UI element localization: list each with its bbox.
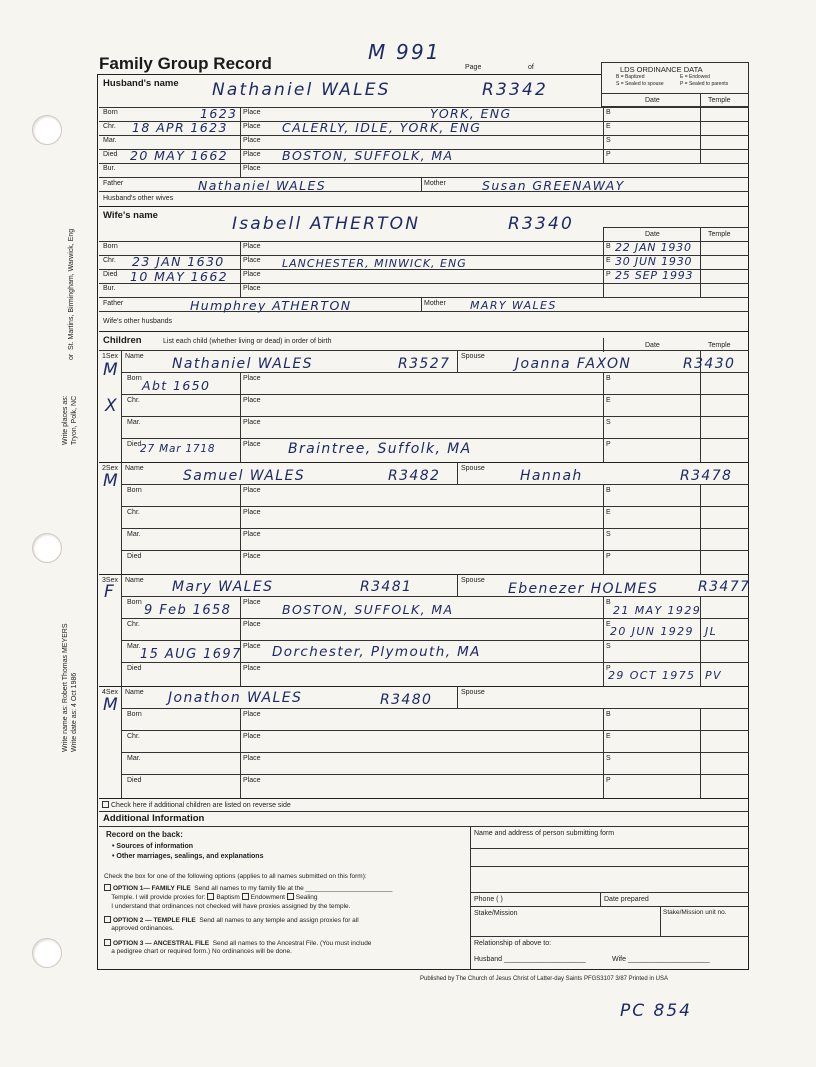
- husband-chr-label: Chr.: [103, 123, 116, 130]
- child-4-died-place-label: Place: [243, 777, 261, 784]
- child-1-e-label: E: [606, 397, 611, 404]
- stake-unit-label: Stake/Mission unit no.: [663, 909, 727, 916]
- option-3[interactable]: OPTION 3 — ANCESTRAL FILE Send all names to the Ancestral File. (You must include a pedigree chart or required form.) No ordinances will be done.: [104, 939, 371, 957]
- child-1-mar-label: Mar.: [127, 419, 141, 426]
- wife-father: Humphrey ATHERTON: [190, 298, 352, 313]
- wife-father-label: Father: [103, 300, 124, 307]
- wife-died-label: Died: [103, 271, 118, 278]
- child-4-name: Jonathon WALES: [168, 690, 303, 706]
- child-1-number: 1Sex: [102, 353, 118, 360]
- child-3-b-label: B: [606, 599, 611, 606]
- additional-children-check[interactable]: Check here if additional children are listed on reverse side: [102, 801, 291, 809]
- husband-b-label: B: [606, 109, 611, 116]
- wife-temple-label: Temple: [708, 231, 731, 238]
- child-1-born-date: Abt 1650: [142, 378, 211, 393]
- husband-died-place: BOSTON, SUFFOLK, MA: [282, 148, 454, 163]
- date-prepared-label: Date prepared: [604, 896, 649, 903]
- husband-died-place-label: Place: [243, 151, 261, 158]
- write-places-instructions: Write places as: Tryon, Polk, NC: [62, 395, 78, 445]
- child-3-p-date: 29 OCT 1975: [608, 669, 696, 682]
- husband-mother: Susan GREENAWAY: [482, 178, 625, 193]
- child-2-born-label: Born: [127, 487, 142, 494]
- submitter-label: Name and address of person submitting form: [474, 830, 615, 837]
- husband-born-date: 1623: [200, 106, 238, 121]
- child-3-born-place-label: Place: [243, 599, 261, 606]
- child-3-died-label: Died: [127, 665, 142, 672]
- wife-bur-label: Bur.: [103, 285, 116, 292]
- child-4-born-place-label: Place: [243, 711, 261, 718]
- additional-info-title: Additional Information: [103, 813, 205, 824]
- child-1-born-place-label: Place: [243, 375, 261, 382]
- husband-father-label: Father: [103, 180, 124, 187]
- wife-born-label: Born: [103, 243, 118, 250]
- child-3-spouse-id: R3477: [698, 579, 751, 595]
- wife-p-date: 25 SEP 1993: [615, 269, 694, 282]
- child-1-died-label: Died: [127, 441, 142, 448]
- child-2-chr-place-label: Place: [243, 509, 261, 516]
- child-1-s-label: S: [606, 419, 611, 426]
- child-4-chr-place-label: Place: [243, 733, 261, 740]
- wife-chr-label: Chr.: [103, 257, 116, 264]
- child-2-number: 2Sex: [102, 465, 118, 472]
- wife-mother: MARY WALES: [470, 299, 557, 312]
- child-4-chr-label: Chr.: [127, 733, 140, 740]
- write-places-example: St. Martins, Birmingham, Warwick, Eng: [68, 228, 75, 350]
- child-4-died-label: Died: [127, 777, 142, 784]
- husband-chr-date: 18 APR 1623: [132, 120, 228, 135]
- option-2[interactable]: OPTION 2 — TEMPLE FILE Send all names to any temple and assign proxies for all approved ordinances.: [104, 916, 359, 934]
- wife-chr-place: LANCHESTER, MINWICK, ENG: [282, 257, 467, 270]
- husband-mother-label: Mother: [424, 180, 446, 187]
- lds-legend-e: E = Endowed: [680, 74, 710, 80]
- husband-born-place-label: Place: [243, 109, 261, 116]
- child-2-e-label: E: [606, 509, 611, 516]
- option-1-checkbox[interactable]: [104, 884, 111, 891]
- child-2-b-label: B: [606, 487, 611, 494]
- additional-children-checkbox[interactable]: [102, 801, 109, 808]
- child-2-born-place-label: Place: [243, 487, 261, 494]
- child-1-b-label: B: [606, 375, 611, 382]
- write-places-or: or: [68, 353, 75, 360]
- relationship-husband: Husband _____________________: [474, 956, 586, 963]
- wife-date-label: Date: [645, 231, 660, 238]
- wifes-name-label: Wife's name: [103, 210, 158, 221]
- child-2-mar-label: Mar.: [127, 531, 141, 538]
- husband-name: Nathaniel WALES: [212, 80, 391, 100]
- wife-born-place-label: Place: [243, 243, 261, 250]
- child-1-name-label: Name: [125, 353, 144, 360]
- wife-e-label: E: [606, 257, 611, 264]
- child-2-died-place-label: Place: [243, 553, 261, 560]
- child-3-e-label: E: [606, 621, 611, 628]
- lds-temple-label: Temple: [708, 97, 731, 104]
- of-label: of: [528, 64, 534, 71]
- child-4-e-label: E: [606, 733, 611, 740]
- lds-legend-s: S = Sealed to spouse: [616, 81, 664, 87]
- page-label: Page: [465, 64, 482, 71]
- husband-bur-label: Bur.: [103, 165, 116, 172]
- wife-name: Isabell ATHERTON: [232, 214, 421, 234]
- husband-record-id: R3342: [482, 80, 549, 100]
- write-name-instructions: Write name as: Robert Thomas MEYERS Write date as: 4 Oct 1986: [62, 623, 78, 752]
- child-3-spouse-label: Spouse: [461, 577, 485, 584]
- child-4-s-label: S: [606, 755, 611, 762]
- publisher-footer: Published by The Church of Jesus Christ of Latter-day Saints PFGS3107 3/87 Printed in USA: [420, 976, 669, 982]
- child-3-chr-place-label: Place: [243, 621, 261, 628]
- wife-record-id: R3340: [508, 214, 575, 234]
- child-2-record-id: R3482: [388, 468, 441, 484]
- wife-other-husbands-label: Wife's other husbands: [103, 318, 173, 325]
- husbands-name-label: Husband's name: [103, 78, 179, 89]
- children-temple-label: Temple: [708, 342, 731, 349]
- child-3-name: Mary WALES: [172, 579, 274, 595]
- baptism-checkbox[interactable]: [207, 893, 214, 900]
- binder-hole-top: [32, 115, 62, 145]
- child-1-spouse-label: Spouse: [461, 353, 485, 360]
- children-instruction: List each child (whether living or dead) in order of birth: [163, 338, 332, 345]
- check-one-instruction: Check the box for one of the following options (applies to all names submitted on this form):: [104, 873, 367, 880]
- child-1-record-id: R3527: [398, 356, 451, 372]
- husband-mar-label: Mar.: [103, 137, 117, 144]
- child-3-died-place-label: Place: [243, 665, 261, 672]
- child-3-chr-label: Chr.: [127, 621, 140, 628]
- child-3-b-date: 21 MAY 1929: [613, 604, 702, 617]
- child-3-born-date: 9 Feb 1658: [144, 603, 232, 618]
- child-1-mar-place-label: Place: [243, 419, 261, 426]
- husband-chr-place: CALERLY, IDLE, YORK, ENG: [282, 120, 482, 135]
- child-3-mar-place-label: Place: [243, 643, 261, 650]
- child-1-chr-label: Chr.: [127, 397, 140, 404]
- child-1-spouse-id: R3430: [683, 356, 736, 372]
- child-1-p-label: P: [606, 441, 611, 448]
- child-3-number: 3Sex: [102, 577, 118, 584]
- wife-chr-date: 23 JAN 1630: [132, 254, 225, 269]
- husband-chr-place-label: Place: [243, 123, 261, 130]
- child-4-p-label: P: [606, 777, 611, 784]
- husband-father: Nathaniel WALES: [198, 178, 327, 193]
- wife-bur-place-label: Place: [243, 285, 261, 292]
- child-2-sex: M: [103, 471, 120, 491]
- child-1-sex: M: [103, 360, 120, 380]
- child-3-p-temple: PV: [705, 669, 722, 682]
- child-1-chr-place-label: Place: [243, 397, 261, 404]
- family-group-record-form: [97, 74, 749, 970]
- child-1-died-place-label: Place: [243, 441, 261, 448]
- lds-legend-b: B = Baptized: [616, 74, 645, 80]
- child-4-number: 4Sex: [102, 689, 118, 696]
- child-2-name-label: Name: [125, 465, 144, 472]
- wife-died-date: 10 MAY 1662: [130, 269, 229, 284]
- child-1-born-label: Born: [127, 375, 142, 382]
- child-2-p-label: P: [606, 553, 611, 560]
- child-4-mar-label: Mar.: [127, 755, 141, 762]
- relationship-label: Relationship of above to:: [474, 940, 552, 947]
- child-3-record-id: R3481: [360, 579, 413, 595]
- option-3-checkbox[interactable]: [104, 939, 111, 946]
- child-3-born-label: Born: [127, 599, 142, 606]
- child-1-spouse: Joanna FAXON: [515, 356, 632, 372]
- child-4-record-id: R3480: [380, 692, 433, 708]
- child-3-mar-place: Dorchester, Plymouth, MA: [272, 644, 481, 660]
- child-1-name: Nathaniel WALES: [172, 356, 313, 372]
- wife-chr-place-label: Place: [243, 257, 261, 264]
- option-1[interactable]: OPTION 1— FAMILY FILE Send all names to my family file at the ________________________ Temple. I will provide proxies for: Baptism Endowment Sealing I understand that ordinances not checked will have proxies assigned by the temple.: [104, 884, 392, 911]
- child-3-e-temple: JL: [705, 625, 718, 638]
- child-3-mar-label: Mar.: [127, 643, 141, 650]
- child-3-e-date: 20 JUN 1929: [610, 625, 694, 638]
- form-title: Family Group Record: [99, 54, 272, 73]
- binder-hole-bottom: [32, 938, 62, 968]
- child-3-spouse: Ebenezer HOLMES: [508, 581, 659, 597]
- child-4-sex: M: [103, 695, 120, 715]
- child-4-spouse-label: Spouse: [461, 689, 485, 696]
- record-on-back-bullet-2: • Other marriages, sealings, and explanations: [112, 853, 264, 860]
- child-4-born-label: Born: [127, 711, 142, 718]
- children-title: Children: [103, 335, 142, 346]
- record-on-back: Record on the back:: [106, 830, 183, 839]
- child-1-margin-mark: X: [105, 396, 119, 416]
- wife-p-label: P: [606, 271, 611, 278]
- lds-date-label: Date: [645, 97, 660, 104]
- child-2-chr-label: Chr.: [127, 509, 140, 516]
- children-date-label: Date: [645, 342, 660, 349]
- child-3-born-place: BOSTON, SUFFOLK, MA: [282, 602, 454, 617]
- child-2-spouse-label: Spouse: [461, 465, 485, 472]
- husband-mar-place-label: Place: [243, 137, 261, 144]
- child-3-mar-date: 15 AUG 1697: [140, 647, 242, 662]
- wife-b-label: B: [606, 243, 611, 250]
- stake-mission-label: Stake/Mission: [474, 910, 518, 917]
- husband-p-label: P: [606, 151, 611, 158]
- child-2-name: Samuel WALES: [183, 468, 305, 484]
- child-3-sex: F: [104, 582, 116, 602]
- lds-title: LDS ORDINANCE DATA: [620, 65, 703, 74]
- relationship-wife: Wife _____________________: [612, 956, 710, 963]
- endowment-checkbox[interactable]: [242, 893, 249, 900]
- husband-e-label: E: [606, 123, 611, 130]
- child-4-name-label: Name: [125, 689, 144, 696]
- child-4-mar-place-label: Place: [243, 755, 261, 762]
- phone-label: Phone ( ): [474, 896, 503, 903]
- child-1-died-place: Braintree, Suffolk, MA: [288, 441, 472, 457]
- husband-died-date: 20 MAY 1662: [130, 148, 229, 163]
- husband-bur-place-label: Place: [243, 165, 261, 172]
- husband-s-label: S: [606, 137, 611, 144]
- handwritten-file-number: M 991: [368, 40, 441, 64]
- husband-other-wives-label: Husband's other wives: [103, 195, 174, 202]
- child-4-b-label: B: [606, 711, 611, 718]
- child-2-spouse-id: R3478: [680, 468, 733, 484]
- child-2-spouse: Hannah: [520, 468, 583, 484]
- child-3-s-label: S: [606, 643, 611, 650]
- child-3-name-label: Name: [125, 577, 144, 584]
- wife-died-place-label: Place: [243, 271, 261, 278]
- child-2-mar-place-label: Place: [243, 531, 261, 538]
- child-2-s-label: S: [606, 531, 611, 538]
- child-1-died-date: 27 Mar 1718: [140, 443, 216, 455]
- option-2-checkbox[interactable]: [104, 916, 111, 923]
- wife-e-date: 30 JUN 1930: [615, 255, 693, 268]
- handwritten-pc-code: PC 854: [620, 1001, 692, 1021]
- record-on-back-bullet-1: • Sources of information: [112, 843, 194, 850]
- child-3-p-label: P: [606, 665, 611, 672]
- wife-b-date: 22 JAN 1930: [615, 241, 692, 254]
- child-2-died-label: Died: [127, 553, 142, 560]
- sealing-checkbox[interactable]: [287, 893, 294, 900]
- binder-hole-middle: [32, 533, 62, 563]
- husband-born-label: Born: [103, 109, 118, 116]
- husband-born-place: YORK, ENG: [430, 106, 512, 121]
- lds-legend-p: P = Sealed to parents: [680, 81, 729, 87]
- husband-died-label: Died: [103, 151, 118, 158]
- wife-mother-label: Mother: [424, 300, 446, 307]
